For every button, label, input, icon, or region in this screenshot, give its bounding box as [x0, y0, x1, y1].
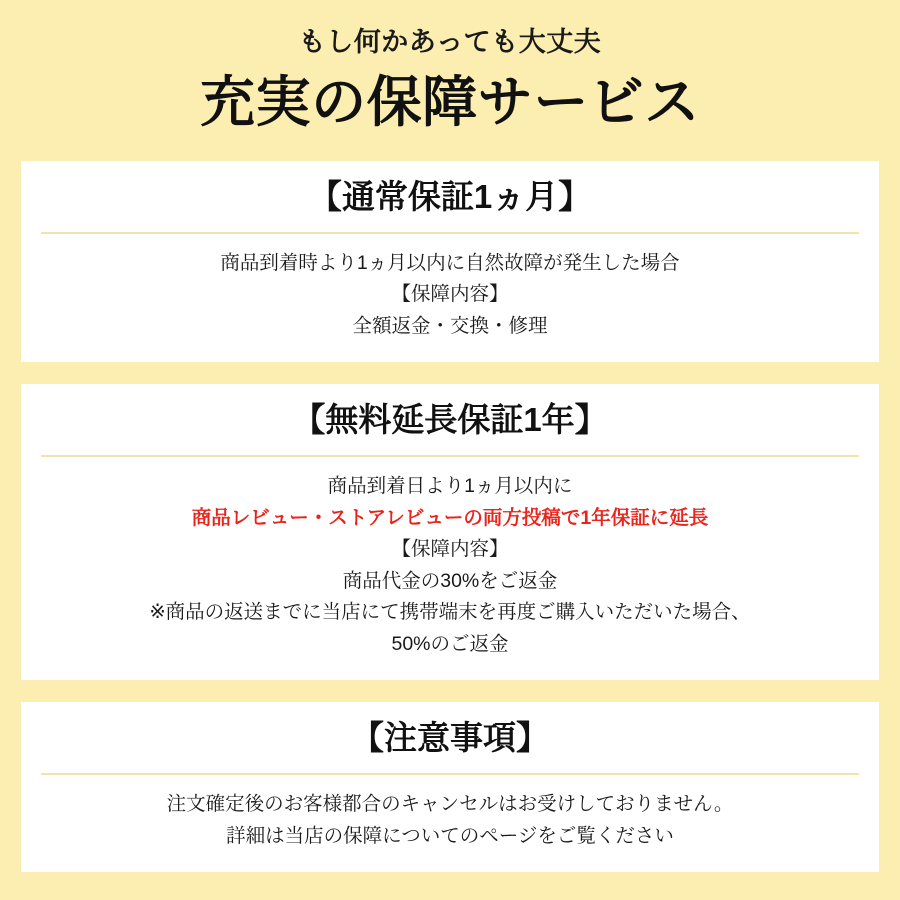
section-card-standard-warranty: [21, 161, 879, 362]
section-title: 【通常保証1ヵ月】: [308, 178, 592, 216]
section-body-line: 【保障内容】: [391, 283, 509, 306]
section-title: 【注意事項】: [351, 719, 549, 757]
section-body-line: ※商品の返送までに当店にて携帯端末を再度ご購入いただいた場合、: [149, 601, 751, 624]
section-body-line: 全額返金・交換・修理: [352, 314, 548, 337]
section-body-line: 詳細は当店の保障についてのページをご覧ください: [226, 824, 674, 847]
section-body-line: 注文確定後のお客様都合のキャンセルはお受けしておりません。: [166, 792, 734, 815]
section-divider: [41, 232, 859, 234]
section-body-line: 50%のご返金: [391, 632, 509, 655]
section-body-line: 商品到着時より1ヵ月以内に自然故障が発生した場合: [220, 251, 680, 274]
section-card-notes: [21, 702, 879, 872]
section-body-line: 商品代金の30%をご返金: [342, 569, 558, 592]
section-divider: [41, 773, 859, 775]
section-body-line-highlight: 商品レビュー・ストアレビューの両方投稿で1年保証に延長: [191, 506, 709, 529]
section-divider: [41, 455, 859, 457]
section-card-extended-warranty: [21, 384, 879, 680]
header: [0, 0, 900, 137]
section-body-line: 【保障内容】: [391, 538, 509, 561]
section-body-line: 商品到着日より1ヵ月以内に: [327, 474, 573, 497]
header-subtitle: もし何かあっても大丈夫: [298, 27, 602, 57]
section-title: 【無料延長保証1年】: [292, 401, 608, 439]
page-title: 充実の保障サービス: [200, 71, 700, 134]
